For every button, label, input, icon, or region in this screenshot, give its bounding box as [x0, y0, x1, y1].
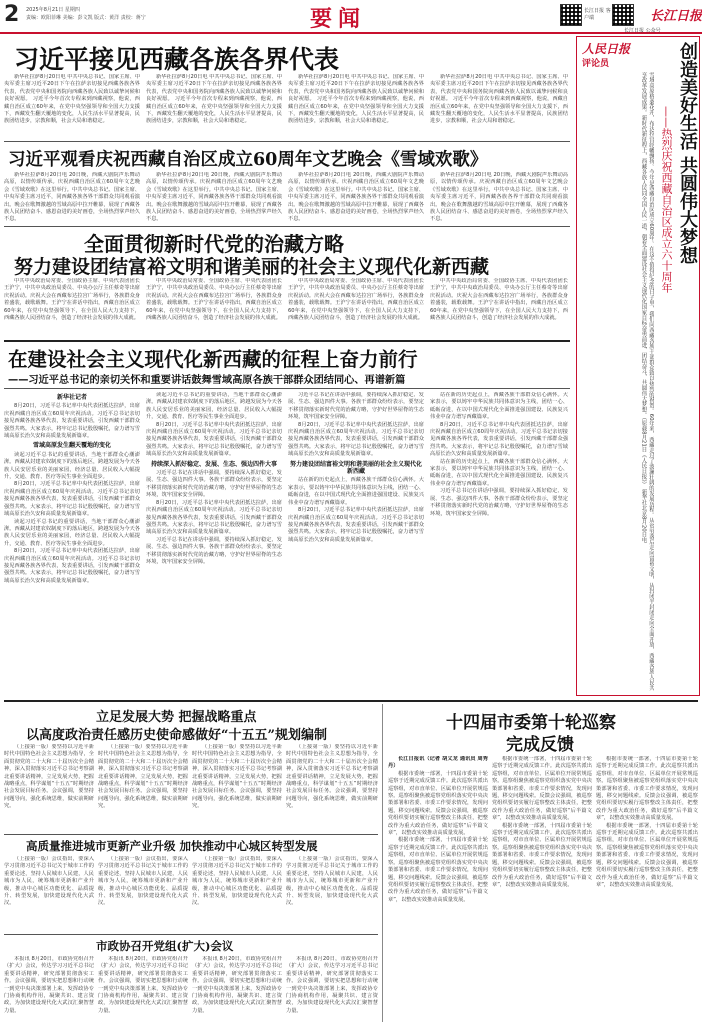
- qr-label-account: 长江日报 公众号: [624, 28, 661, 34]
- divider: [4, 141, 570, 142]
- article4-sub1: 雪域高原发生翻天覆地的变化: [32, 442, 111, 450]
- article8-byline: 长江日报讯（记者 胡义龙 通讯员 周秀丹）: [388, 756, 488, 770]
- page-number: 2: [4, 2, 20, 27]
- vertical-divider: [382, 704, 383, 1022]
- article8-title-line2: 完成反馈: [506, 735, 574, 755]
- article7-col1: 本报讯 8月20日，市政协党组召开（扩大）会议，传达学习习近平总书记重要讲话精神，研究部署贯彻落实工作。会议强调，要切实把思想和行动统一到党中央决策部署上来，发挥政协专门协商机构作用，凝聚共识、建言资政，为加快建设现代化大武汉汇聚智慧力量。: [4, 956, 94, 1014]
- article3-body-col3: 中共中央政治局常委、全国政协主席、中央代表团团长王沪宁，中共中央政治局委员、中央办公厅主任蔡奇等出席庆祝活动。庆祝大会在西藏布达拉宫广场举行，各族群众身着盛装，载歌载舞。王沪宁在讲话中指出，西藏自治区成立60年来，在党中央坚强领导下，在全国人民大力支持下，西藏各族人民团结奋斗，创造了经济社会发展的伟大成就。: [288, 278, 424, 322]
- article7-col3: 本报讯 8月20日，市政协党组召开（扩大）会议，传达学习习近平总书记重要讲话精神，研究部署贯彻落实工作。会议强调，要切实把思想和行动统一到党中央决策部署上来，发挥政协专门协商机构作用，凝聚共识、建言资政，为加快建设现代化大武汉汇聚智慧力量。: [192, 956, 282, 1014]
- article1-body-col2: 新华社拉萨8月20日电 中共中央总书记、国家主席、中央军委主席习近平20日下午在拉萨亲切接见西藏各族各界代表，代表党中央和国务院向西藏各族人民致以诚挚问候和良好祝愿。 习近平今年首次专程来到西藏视察，他说，西藏自治区成立60年来，在党中央坚强领导和全国大力支援下，西藏发生翻天覆地的变化，人民生活水平显著提高，民族团结进步，宗教和顺，社会大局和谐稳定。: [146, 74, 282, 125]
- masthead: [0, 0, 702, 34]
- date-line: 2025年8月21日 星期四: [26, 7, 80, 13]
- article5-title-line2: 以高度政治责任感历史使命感做好“十五五”规划编制: [26, 728, 327, 743]
- article5-col2: （上接第一版）要坚持以习近平新时代中国特色社会主义思想为指导，全面贯彻党的二十大和二十届历次全会精神，深入贯彻落实习近平总书记考察湖北重要讲话精神，立足发展大势，把握战略重点，科学谋划“十五五”时期经济社会发展目标任务。会议强调，要坚持问题导向，强化系统思维，做实前期研究。: [98, 744, 188, 810]
- article6-col4: （上接第一版）会议指出，要深入学习贯彻习近平总书记关于城市工作的重要论述，坚持人民城市人民建，人民城市为人民，统筹城市更新和产业升级，推动中心城区功能优化、品质提升、转型发展，加快建设现代化大武汉。: [286, 856, 378, 907]
- divider: [4, 934, 378, 935]
- article3-body-col4: 中共中央政治局常委、全国政协主席、中央代表团团长王沪宁，中共中央政治局委员、中央办公厅主任蔡奇等出席庆祝活动。庆祝大会在西藏布达拉宫广场举行，各族群众身着盛装，载歌载舞。王沪宁在讲话中指出，西藏自治区成立60年来，在党中央坚强领导下，在全国人民大力支持下，西藏各族人民团结奋斗，创造了经济社会发展的伟大成就。: [430, 278, 568, 322]
- commentary-title: 创造美好生活 共圆伟大梦想: [677, 42, 698, 265]
- article8-col1: 长江日报讯（记者 胡义龙 通讯员 周秀丹） 根据市委统一部署，十四届市委第十轮巡察于近期完成反馈工作。此次巡察共派出巡察组，对市直单位、区属单位开展常规巡察。巡察组聚焦被巡察党组织落实党中央决策部署和省委、市委工作要求情况，发现问题，移交问题线索。反馈会议强调，被巡察党组织要切实履行巡察整改主体责任，把整改作为重大政治任务，做好巡察“后半篇文章”，以整改实效推动高质量发展。 根据市委统一部署，十四届市委第十轮巡察于近期完成反馈工作。此次巡察共派出巡察组，对市直单位、区属单位开展常规巡察。巡察组聚焦被巡察党组织落实党中央决策部署和省委、市委工作要求情况，发现问题，移交问题线索。反馈会议强调，被巡察党组织要切实履行巡察整改主体责任，把整改作为重大政治任务，做好巡察“后半篇文章”，以整改实效推动高质量发展。: [388, 756, 488, 903]
- divider: [4, 700, 698, 702]
- divider: [4, 388, 570, 389]
- article8-title-line1: 十四届市委第十轮巡察: [446, 713, 616, 733]
- article6-col3: （上接第一版）会议指出，要深入学习贯彻习近平总书记关于城市工作的重要论述，坚持人民城市人民建，人民城市为人民，统筹城市更新和产业升级，推动中心城区功能优化、品质提升、转型发展，加快建设现代化大武汉。: [192, 856, 282, 907]
- editors-line: 责编：欧阳菲琳 美编：彭文凯 版式：黄洋 责校：蒋宁: [26, 15, 146, 21]
- commentary-box: [576, 36, 700, 696]
- commentary-source: 人民日报: [582, 42, 631, 56]
- qr-code-icon[interactable]: [560, 4, 582, 26]
- article4-subtitle: ——习近平总书记的亲切关怀和重要讲话鼓舞雪域高原各族干部群众团结同心、再谱新篇: [8, 375, 406, 386]
- article4-col3: 习近平总书记在讲话中强调，要持续深入抓好稳定、发展、生态、强边四件大事。各族干部群众纷纷表示，要坚定不移贯彻落实新时代党的治藏方略，守护好世界屋脊的生态环境，筑牢国家安全屏障。 8月20日，习近平总书记率中央代表团抵达拉萨，出席庆祝西藏自治区成立60周年庆祝活动。习近平总书记亲切接见西藏各族各界代表，发表重要讲话，引发西藏干部群众强烈共鸣。大家表示，将牢记总书记殷殷嘱托，奋力谱写雪域高原长治久安和高质量发展新篇章。 努力建设团结富裕文明和谐美丽的社会主义现代化新西藏 站在新的历史起点上，西藏各族干部群众信心满怀。大家表示，要以铸牢中华民族共同体意识为主线，团结一心、砥砺奋进，在以中国式现代化全面推进强国建设、民族复兴伟业中奋力谱写西藏篇章。 8月20日，习近平总书记率中央代表团抵达拉萨，出席庆祝西藏自治区成立60周年庆祝活动。习近平总书记亲切接见西藏各族各界代表，发表重要讲话，引发西藏干部群众强烈共鸣。大家表示，将牢记总书记殷殷嘱托，奋力谱写雪域高原长治久安和高质量发展新篇章。: [288, 392, 424, 543]
- section-title: 要闻: [310, 6, 367, 32]
- article4-col2: 读起习近平总书记的重要讲话，当地干部群众心潮澎湃。西藏从封建农奴制度下的落后地区，跨越发展为今天各族人民安居乐业的美丽家园，经济总量、居民收入大幅提升，交通、教育、医疗等民生事业全面进步。 8月20日，习近平总书记率中央代表团抵达拉萨，出席庆祝西藏自治区成立60周年庆祝活动。习近平总书记亲切接见西藏各族各界代表，发表重要讲话，引发西藏干部群众强烈共鸣。大家表示，将牢记总书记殷殷嘱托，奋力谱写雪域高原长治久安和高质量发展新篇章。 持续深入抓好稳定、发展、生态、强边四件大事 习近平总书记在讲话中强调，要持续深入抓好稳定、发展、生态、强边四件大事。各族干部群众纷纷表示，要坚定不移贯彻落实新时代党的治藏方略，守护好世界屋脊的生态环境，筑牢国家安全屏障。 8月20日，习近平总书记率中央代表团抵达拉萨，出席庆祝西藏自治区成立60周年庆祝活动。习近平总书记亲切接见西藏各族各界代表，发表重要讲话，引发西藏干部群众强烈共鸣。大家表示，将牢记总书记殷殷嘱托，奋力谱写雪域高原长治久安和高质量发展新篇章。 习近平总书记在讲话中强调，要持续深入抓好稳定、发展、生态、强边四件大事。各族干部群众纷纷表示，要坚定不移贯彻落实新时代党的治藏方略，守护好世界屋脊的生态环境，筑牢国家安全屏障。: [146, 392, 282, 565]
- article2-body-col4: 新华社拉萨8月20日电 20日晚，西藏大剧院声乐舞动高原，以情传颂传承。庆祝西藏自治区成立60周年文艺晚会《雪域欢歌》在这里举行。中共中央总书记、国家主席、中央军委主席习近平，同西藏各族各界干部群众共同观看演出。晚会在歌舞激越的雪域高原中拉开帷幕，展现了西藏各族人民团结奋斗、感恩奋进的美好画卷，全场热烈掌声经久不息。: [430, 172, 568, 223]
- article8-col3: 根据市委统一部署，十四届市委第十轮巡察于近期完成反馈工作。此次巡察共派出巡察组，对市直单位、区属单位开展常规巡察。巡察组聚焦被巡察党组织落实党中央决策部署和省委、市委工作要求情况，发现问题，移交问题线索。反馈会议强调，被巡察党组织要切实履行巡察整改主体责任，把整改作为重大政治任务，做好巡察“后半篇文章”，以整改实效推动高质量发展。 根据市委统一部署，十四届市委第十轮巡察于近期完成反馈工作。此次巡察共派出巡察组，对市直单位、区属单位开展常规巡察。巡察组聚焦被巡察党组织落实党中央决策部署和省委、市委工作要求情况，发现问题，移交问题线索。反馈会议强调，被巡察党组织要切实履行巡察整改主体责任，把整改作为重大政治任务，做好巡察“后半篇文章”，以整改实效推动高质量发展。: [596, 756, 698, 888]
- article8-col2: 根据市委统一部署，十四届市委第十轮巡察于近期完成反馈工作。此次巡察共派出巡察组，对市直单位、区属单位开展常规巡察。巡察组聚焦被巡察党组织落实党中央决策部署和省委、市委工作要求情况，发现问题，移交问题线索。反馈会议强调，被巡察党组织要切实履行巡察整改主体责任，把整改作为重大政治任务，做好巡察“后半篇文章”，以整改实效推动高质量发展。 根据市委统一部署，十四届市委第十轮巡察于近期完成反馈工作。此次巡察共派出巡察组，对市直单位、区属单位开展常规巡察。巡察组聚焦被巡察党组织落实党中央决策部署和省委、市委工作要求情况，发现问题，移交问题线索。反馈会议强调，被巡察党组织要切实履行巡察整改主体责任，把整改作为重大政治任务，做好巡察“后半篇文章”，以整改实效推动高质量发展。: [492, 756, 592, 888]
- article4-byline: 新华社记者: [56, 394, 87, 401]
- article2-body: 新华社拉萨8月20日电 20日晚，西藏大剧院声乐舞动高原，以情传颂传承。庆祝西藏自治区成立60周年文艺晚会《雪域欢歌》在这里举行。中共中央总书记、国家主席、中央军委主席习近平，同西藏各族各界干部群众共同观看演出。晚会在歌舞激越的雪域高原中拉开帷幕，展现了西藏各族人民团结奋斗、感恩奋进的美好画卷，全场热烈掌声经久不息。: [4, 172, 140, 223]
- article4-sub2: 持续深入抓好稳定、发展、生态、强边四件大事: [150, 460, 277, 468]
- article4-title: 在建设社会主义现代化新西藏的征程上奋力前行: [8, 348, 418, 371]
- article3-body-col2: 中共中央政治局常委、全国政协主席、中央代表团团长王沪宁，中共中央政治局委员、中央办公厅主任蔡奇等出席庆祝活动。庆祝大会在西藏布达拉宫广场举行，各族群众身着盛装，载歌载舞。王沪宁在讲话中指出，西藏自治区成立60年来，在党中央坚强领导下，在全国人民大力支持下，西藏各族人民团结奋斗，创造了经济社会发展的伟大成就。: [146, 278, 282, 322]
- article1-body-col4: 新华社拉萨8月20日电 中共中央总书记、国家主席、中央军委主席习近平20日下午在拉萨亲切接见西藏各族各界代表，代表党中央和国务院向西藏各族人民致以诚挚问候和良好祝愿。 习近平今年首次专程来到西藏视察，他说，西藏自治区成立60年来，在党中央坚强领导和全国大力支援下，西藏发生翻天覆地的变化，人民生活水平显著提高，民族团结进步，宗教和顺，社会大局和谐稳定。: [430, 74, 568, 125]
- article1-body-col3: 新华社拉萨8月20日电 中共中央总书记、国家主席、中央军委主席习近平20日下午在拉萨亲切接见西藏各族各界代表，代表党中央和国务院向西藏各族人民致以诚挚问候和良好祝愿。 习近平今年首次专程来到西藏视察，他说，西藏自治区成立60年来，在党中央坚强领导和全国大力支援下，西藏发生翻天覆地的变化，人民生活水平显著提高，民族团结进步，宗教和顺，社会大局和谐稳定。: [288, 74, 424, 125]
- article4-col4: 站在新的历史起点上，西藏各族干部群众信心满怀。大家表示，要以铸牢中华民族共同体意识为主线，团结一心、砥砺奋进，在以中国式现代化全面推进强国建设、民族复兴伟业中奋力谱写西藏篇章。 8月20日，习近平总书记率中央代表团抵达拉萨，出席庆祝西藏自治区成立60周年庆祝活动。习近平总书记亲切接见西藏各族各界代表，发表重要讲话，引发西藏干部群众强烈共鸣。大家表示，将牢记总书记殷殷嘱托，奋力谱写雪域高原长治久安和高质量发展新篇章。 站在新的历史起点上，西藏各族干部群众信心满怀。大家表示，要以铸牢中华民族共同体意识为主线，团结一心、砥砺奋进，在以中国式现代化全面推进强国建设、民族复兴伟业中奋力谱写西藏篇章。 习近平总书记在讲话中强调，要持续深入抓好稳定、发展、生态、强边四件大事。各族干部群众纷纷表示，要坚定不移贯彻落实新时代党的治藏方略，守护好世界屋脊的生态环境，筑牢国家安全屏障。: [430, 392, 568, 517]
- article4-sub3: 努力建设团结富裕文明和谐美丽的社会主义现代化新西藏: [289, 460, 422, 476]
- commentary-dateline: 新华社北京8月20日电: [640, 489, 647, 543]
- article7-title: 市政协召开党组(扩大)会议: [96, 939, 234, 953]
- article5-col1: （上接第一版）要坚持以习近平新时代中国特色社会主义思想为指导，全面贯彻党的二十大和二十届历次全会精神，深入贯彻落实习近平总书记考察湖北重要讲话精神，立足发展大势，把握战略重点，科学谋划“十五五”时期经济社会发展目标任务。会议强调，要坚持问题导向，强化系统思维，做实前期研究。: [4, 744, 94, 810]
- commentary-body: 雪域高原格桑花开，布达拉宫经幡飘扬。今年是西藏自治区成立60周年。在这个值得纪念的日子里，我们向西藏各族干部群众致以热烈的祝贺。60年来，西藏走过了波澜壮阔的发展历程。从贫穷落后走向富裕文明，从封闭半封闭走向全面开放，西藏各族人民共享改革发展成果。新时代新征程上，西藏各族人民同全国人民一道，朝着全面建设社会主义现代化国家目标奋勇前进，团结奋斗，共圆伟大梦想。（原载8月21日《人民日报》） 新华社北京8月20日电: [640, 72, 654, 691]
- article3-body: 中共中央政治局常委、全国政协主席、中央代表团团长王沪宁，中共中央政治局委员、中央办公厅主任蔡奇等出席庆祝活动。庆祝大会在西藏布达拉宫广场举行，各族群众身着盛装，载歌载舞。王沪宁在讲话中指出，西藏自治区成立60年来，在党中央坚强领导下，在全国人民大力支持下，西藏各族人民团结奋斗，创造了经济社会发展的伟大成就。: [4, 278, 140, 322]
- article7-col4: 本报讯 8月20日，市政协党组召开（扩大）会议，传达学习习近平总书记重要讲话精神，研究部署贯彻落实工作。会议强调，要切实把思想和行动统一到党中央决策部署上来，发挥政协专门协商机构作用，凝聚共识、建言资政，为加快建设现代化大武汉汇聚智慧力量。: [286, 956, 378, 1014]
- qr-label-client: 长江日报 客户端: [584, 8, 611, 21]
- commentary-subtitle: ——热烈庆祝西藏自治区成立六十周年: [660, 106, 673, 293]
- article1-body: 新华社拉萨8月20日电 中共中央总书记、国家主席、中央军委主席习近平20日下午在拉萨亲切接见西藏各族各界代表，代表党中央和国务院向西藏各族人民致以诚挚问候和良好祝愿。 习近平今年首次专程来到西藏视察，他说，西藏自治区成立60年来，在党中央坚强领导和全国大力支援下，西藏发生翻天覆地的变化，人民生活水平显著提高，民族团结进步，宗教和顺，社会大局和谐稳定。: [4, 74, 140, 125]
- article2-title: 习近平观看庆祝西藏自治区成立60周年文艺晚会《雪域欢歌》: [8, 150, 488, 170]
- article2-body-col3: 新华社拉萨8月20日电 20日晚，西藏大剧院声乐舞动高原，以情传颂传承。庆祝西藏自治区成立60周年文艺晚会《雪域欢歌》在这里举行。中共中央总书记、国家主席、中央军委主席习近平，同西藏各族各界干部群众共同观看演出。晚会在歌舞激越的雪域高原中拉开帷幕，展现了西藏各族人民团结奋斗、感恩奋进的美好画卷，全场热烈掌声经久不息。: [288, 172, 424, 223]
- commentary-label: 评论员: [582, 59, 610, 69]
- article4-col1: 新华社记者 8月20日，习近平总书记率中央代表团抵达拉萨，出席庆祝西藏自治区成立60周年庆祝活动。习近平总书记亲切接见西藏各族各界代表，发表重要讲话，引发西藏干部群众强烈共鸣。大家表示，将牢记总书记殷殷嘱托，奋力谱写雪域高原长治久安和高质量发展新篇章。 雪域高原发生翻天覆地的变化 读起习近平总书记的重要讲话，当地干部群众心潮澎湃。西藏从封建农奴制度下的落后地区，跨越发展为今天各族人民安居乐业的美丽家园，经济总量、居民收入大幅提升，交通、教育、医疗等民生事业全面进步。 8月20日，习近平总书记率中央代表团抵达拉萨，出席庆祝西藏自治区成立60周年庆祝活动。习近平总书记亲切接见西藏各族各界代表，发表重要讲话，引发西藏干部群众强烈共鸣。大家表示，将牢记总书记殷殷嘱托，奋力谱写雪域高原长治久安和高质量发展新篇章。 读起习近平总书记的重要讲话，当地干部群众心潮澎湃。西藏从封建农奴制度下的落后地区，跨越发展为今天各族人民安居乐业的美丽家园，经济总量、居民收入大幅提升，交通、教育、医疗等民生事业全面进步。 8月20日，习近平总书记率中央代表团抵达拉萨，出席庆祝西藏自治区成立60周年庆祝活动。习近平总书记亲切接见西藏各族各界代表，发表重要讲话，引发西藏干部群众强烈共鸣。大家表示，将牢记总书记殷殷嘱托，奋力谱写雪域高原长治久安和高质量发展新篇章。: [4, 394, 140, 584]
- divider: [4, 340, 570, 342]
- article6-col1: （上接第一版）会议指出，要深入学习贯彻习近平总书记关于城市工作的重要论述，坚持人民城市人民建，人民城市为人民，统筹城市更新和产业升级，推动中心城区功能优化、品质提升、转型发展，加快建设现代化大武汉。: [4, 856, 94, 907]
- article3-title-line1: 全面贯彻新时代党的治藏方略: [84, 232, 344, 256]
- brand-logo: 长江日报: [650, 9, 702, 24]
- article1-title: 习近平接见西藏各族各界代表: [14, 45, 340, 74]
- article3-title-line2: 努力建设团结富裕文明和谐美丽的社会主义现代化新西藏: [14, 256, 490, 278]
- divider: [4, 834, 378, 835]
- article2-body-col2: 新华社拉萨8月20日电 20日晚，西藏大剧院声乐舞动高原，以情传颂传承。庆祝西藏自治区成立60周年文艺晚会《雪域欢歌》在这里举行。中共中央总书记、国家主席、中央军委主席习近平，同西藏各族各界干部群众共同观看演出。晚会在歌舞激越的雪域高原中拉开帷幕，展现了西藏各族人民团结奋斗、感恩奋进的美好画卷，全场热烈掌声经久不息。: [146, 172, 282, 223]
- article5-col4: （上接第一版）要坚持以习近平新时代中国特色社会主义思想为指导，全面贯彻党的二十大和二十届历次全会精神，深入贯彻落实习近平总书记考察湖北重要讲话精神，立足发展大势，把握战略重点，科学谋划“十五五”时期经济社会发展目标任务。会议强调，要坚持问题导向，强化系统思维，做实前期研究。: [286, 744, 378, 810]
- article5-col3: （上接第一版）要坚持以习近平新时代中国特色社会主义思想为指导，全面贯彻党的二十大和二十届历次全会精神，深入贯彻落实习近平总书记考察湖北重要讲话精神，立足发展大势，把握战略重点，科学谋划“十五五”时期经济社会发展目标任务。会议强调，要坚持问题导向，强化系统思维，做实前期研究。: [192, 744, 282, 810]
- qr-code-icon[interactable]: [612, 4, 634, 26]
- divider: [4, 226, 570, 227]
- article6-title: 高质量推进城市更新产业升级 加快推动中心城区转型发展: [26, 839, 318, 853]
- article7-col2: 本报讯 8月20日，市政协党组召开（扩大）会议，传达学习习近平总书记重要讲话精神，研究部署贯彻落实工作。会议强调，要切实把思想和行动统一到党中央决策部署上来，发挥政协专门协商机构作用，凝聚共识、建言资政，为加快建设现代化大武汉汇聚智慧力量。: [98, 956, 188, 1014]
- article6-col2: （上接第一版）会议指出，要深入学习贯彻习近平总书记关于城市工作的重要论述，坚持人民城市人民建，人民城市为人民，统筹城市更新和产业升级，推动中心城区功能优化、品质提升、转型发展，加快建设现代化大武汉。: [98, 856, 188, 907]
- article5-title-line1: 立足发展大势 把握战略重点: [96, 710, 257, 725]
